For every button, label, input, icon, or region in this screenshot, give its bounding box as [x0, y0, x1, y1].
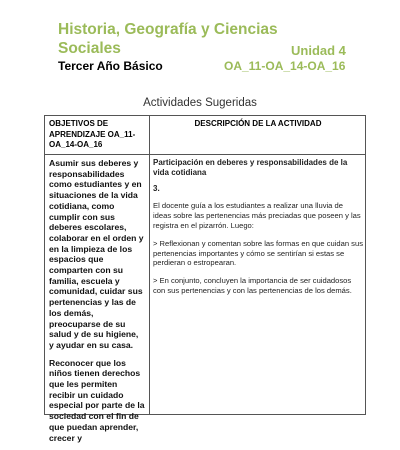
objective-codes: OA_11-OA_14-OA_16: [224, 59, 346, 73]
column-divider: [149, 116, 150, 414]
activity-paragraph-2: > Reflexionan y comentan sobre las formas en que cuidan sus pertenencias importantes y cómo se sentirían si estas se perdieran o estropearan.: [153, 238, 364, 268]
activity-paragraph-1: El docente guía a los estudiantes a realizar una lluvia de ideas sobre las pertenencias más preciadas que poseen y las registra en el pizarrón. Luego:: [153, 201, 361, 230]
unit-label: Unidad 4: [291, 43, 346, 58]
objective-paragraph-1: Asumir sus deberes y responsabilidades como estudiantes y en situaciones de la vida cotidiana, como cumplir con sus deberes escolares, colaborar en el orden y en la limpieza de los espacios que comparten con su familia, escuela y comunidad, cuidar sus pertenencias y las de los demás, preocuparse de su salud y de su higiene, y ayudar en su casa.: [49, 158, 144, 350]
header-row-divider: [45, 154, 365, 155]
section-title: Actividades Sugeridas: [143, 97, 257, 109]
objectives-cell: [49, 158, 145, 450]
subject-title-line-1: Historia, Geografía y Ciencias: [58, 21, 278, 38]
objectives-column-header: OBJETIVOS DE APRENDIZAJE OA_11-OA_14-OA_16: [49, 119, 136, 149]
description-cell: [153, 158, 363, 304]
activity-title: Participación en deberes y responsabilidades de la vida cotidiana: [153, 158, 348, 177]
description-column-header: DESCRIPCIÓN DE LA ACTIVIDAD: [194, 119, 322, 128]
subject-title-line-2: Sociales: [58, 40, 121, 57]
activity-number: 3.: [153, 183, 160, 193]
activities-table: [44, 115, 366, 443]
activity-paragraph-3: > En conjunto, concluyen la importancia de ser cuidadosos con sus pertenencias y con las pertenencias de los demás.: [153, 276, 352, 295]
grade-label: Tercer Año Básico: [58, 59, 163, 73]
objective-paragraph-2: Reconocer que los niños tienen derechos que les permiten recibir un cuidado especial por parte de la sociedad con el fin de que puedan aprender, crecer y: [49, 357, 145, 443]
